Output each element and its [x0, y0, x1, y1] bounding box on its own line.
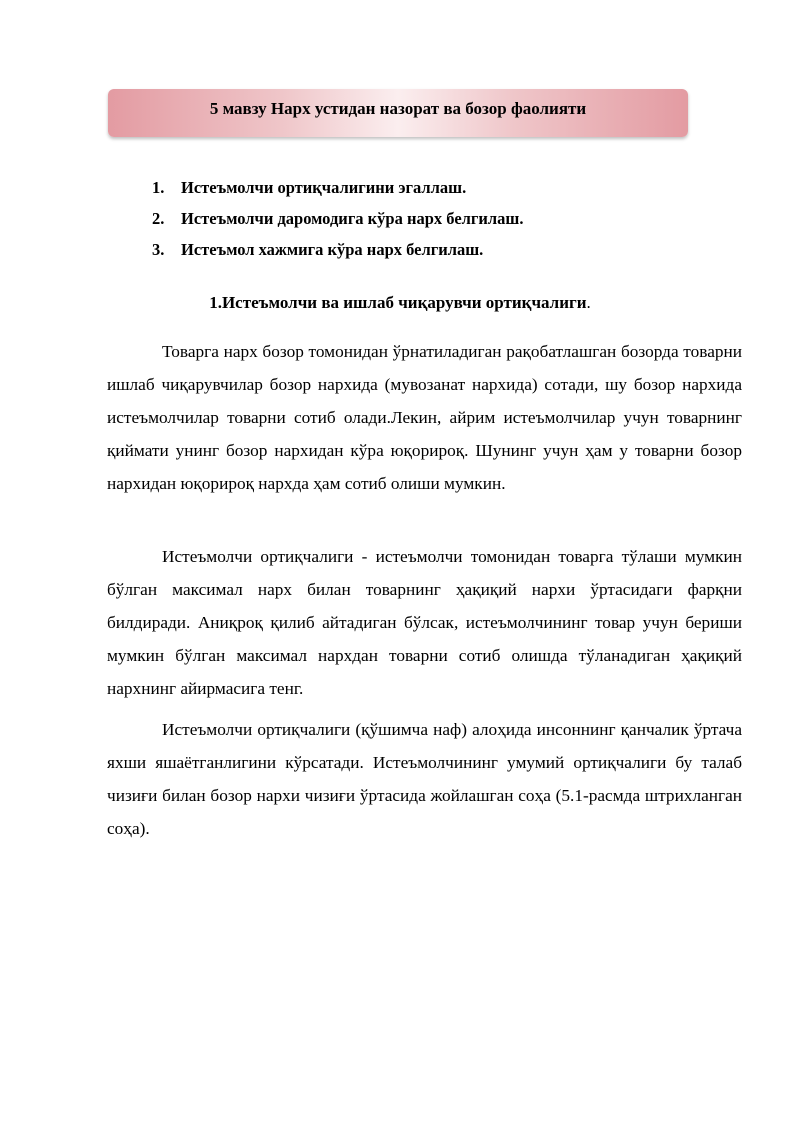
body-paragraph: Истеъмолчи ортиқчалиги - истеъмолчи томонидан товарга тўлаши мумкин бўлган максимал нарх билан товарнинг ҳақиқий нархи ўртасидаги фарқни билдиради. Аниқроқ қилиб айтадиган бўлсак, истеъмолчининг товар учун бериши мумкин бўлган максимал нархдан товарни сотиб олишда тўланадиган ҳақиқий нархнинг айирмасига тенг. [107, 547, 742, 698]
topic-title: 5 мавзу Нарх устидан назорат ва бозор фаолияти [209, 99, 587, 118]
body-paragraph: Истеъмолчи ортиқчалиги (қўшимча наф) алоҳида инсоннинг қанчалик ўртача яхши яшаётганлигини кўрсатади. Истеъмолчининг умумий ортиқчалиги бу талаб чизиғи билан бозор нархи чизиғи ўртасида жойлашган соҳа (5.1-расмда штрихланган соҳа). [107, 720, 742, 838]
outline-item-number: 3. [152, 240, 165, 259]
topic-banner [108, 89, 688, 137]
outline-item-number: 2. [152, 209, 165, 228]
body-paragraph: Товарга нарх бозор томонидан ўрнатиладиган рақобатлашган бозорда товарни ишлаб чиқарувчилар бозор нархида (мувозанат нархида) сотади, шу бозор нархида истеъмолчилар товарни сотиб олади.Лекин, айрим истеъмолчилар учун товарнинг қиймати унинг бозор нархидан кўра юқорироқ. Шунинг учун ҳам у товарни бозор нархидан юқорироқ нархда ҳам сотиб олиши мумкин. [107, 342, 742, 493]
section-heading-text: 1.Истеъмолчи ва ишлаб чиқарувчи ортиқчалиги [209, 293, 587, 312]
outline-item [152, 234, 523, 265]
outline-item-text: Истеъмолчи ортиқчалигини эгаллаш. [181, 178, 467, 197]
outline-item [152, 172, 523, 203]
outline-item [152, 203, 523, 234]
outline-item-number: 1. [152, 178, 165, 197]
section-heading [0, 288, 800, 318]
section-heading-period: . [586, 293, 591, 312]
outline-item-text: Истеъмол хажмига кўра нарх белгилаш. [181, 240, 484, 259]
outline-item-text: Истеъмолчи даромодига кўра нарх белгилаш. [181, 209, 524, 228]
topic-outline [152, 172, 523, 265]
